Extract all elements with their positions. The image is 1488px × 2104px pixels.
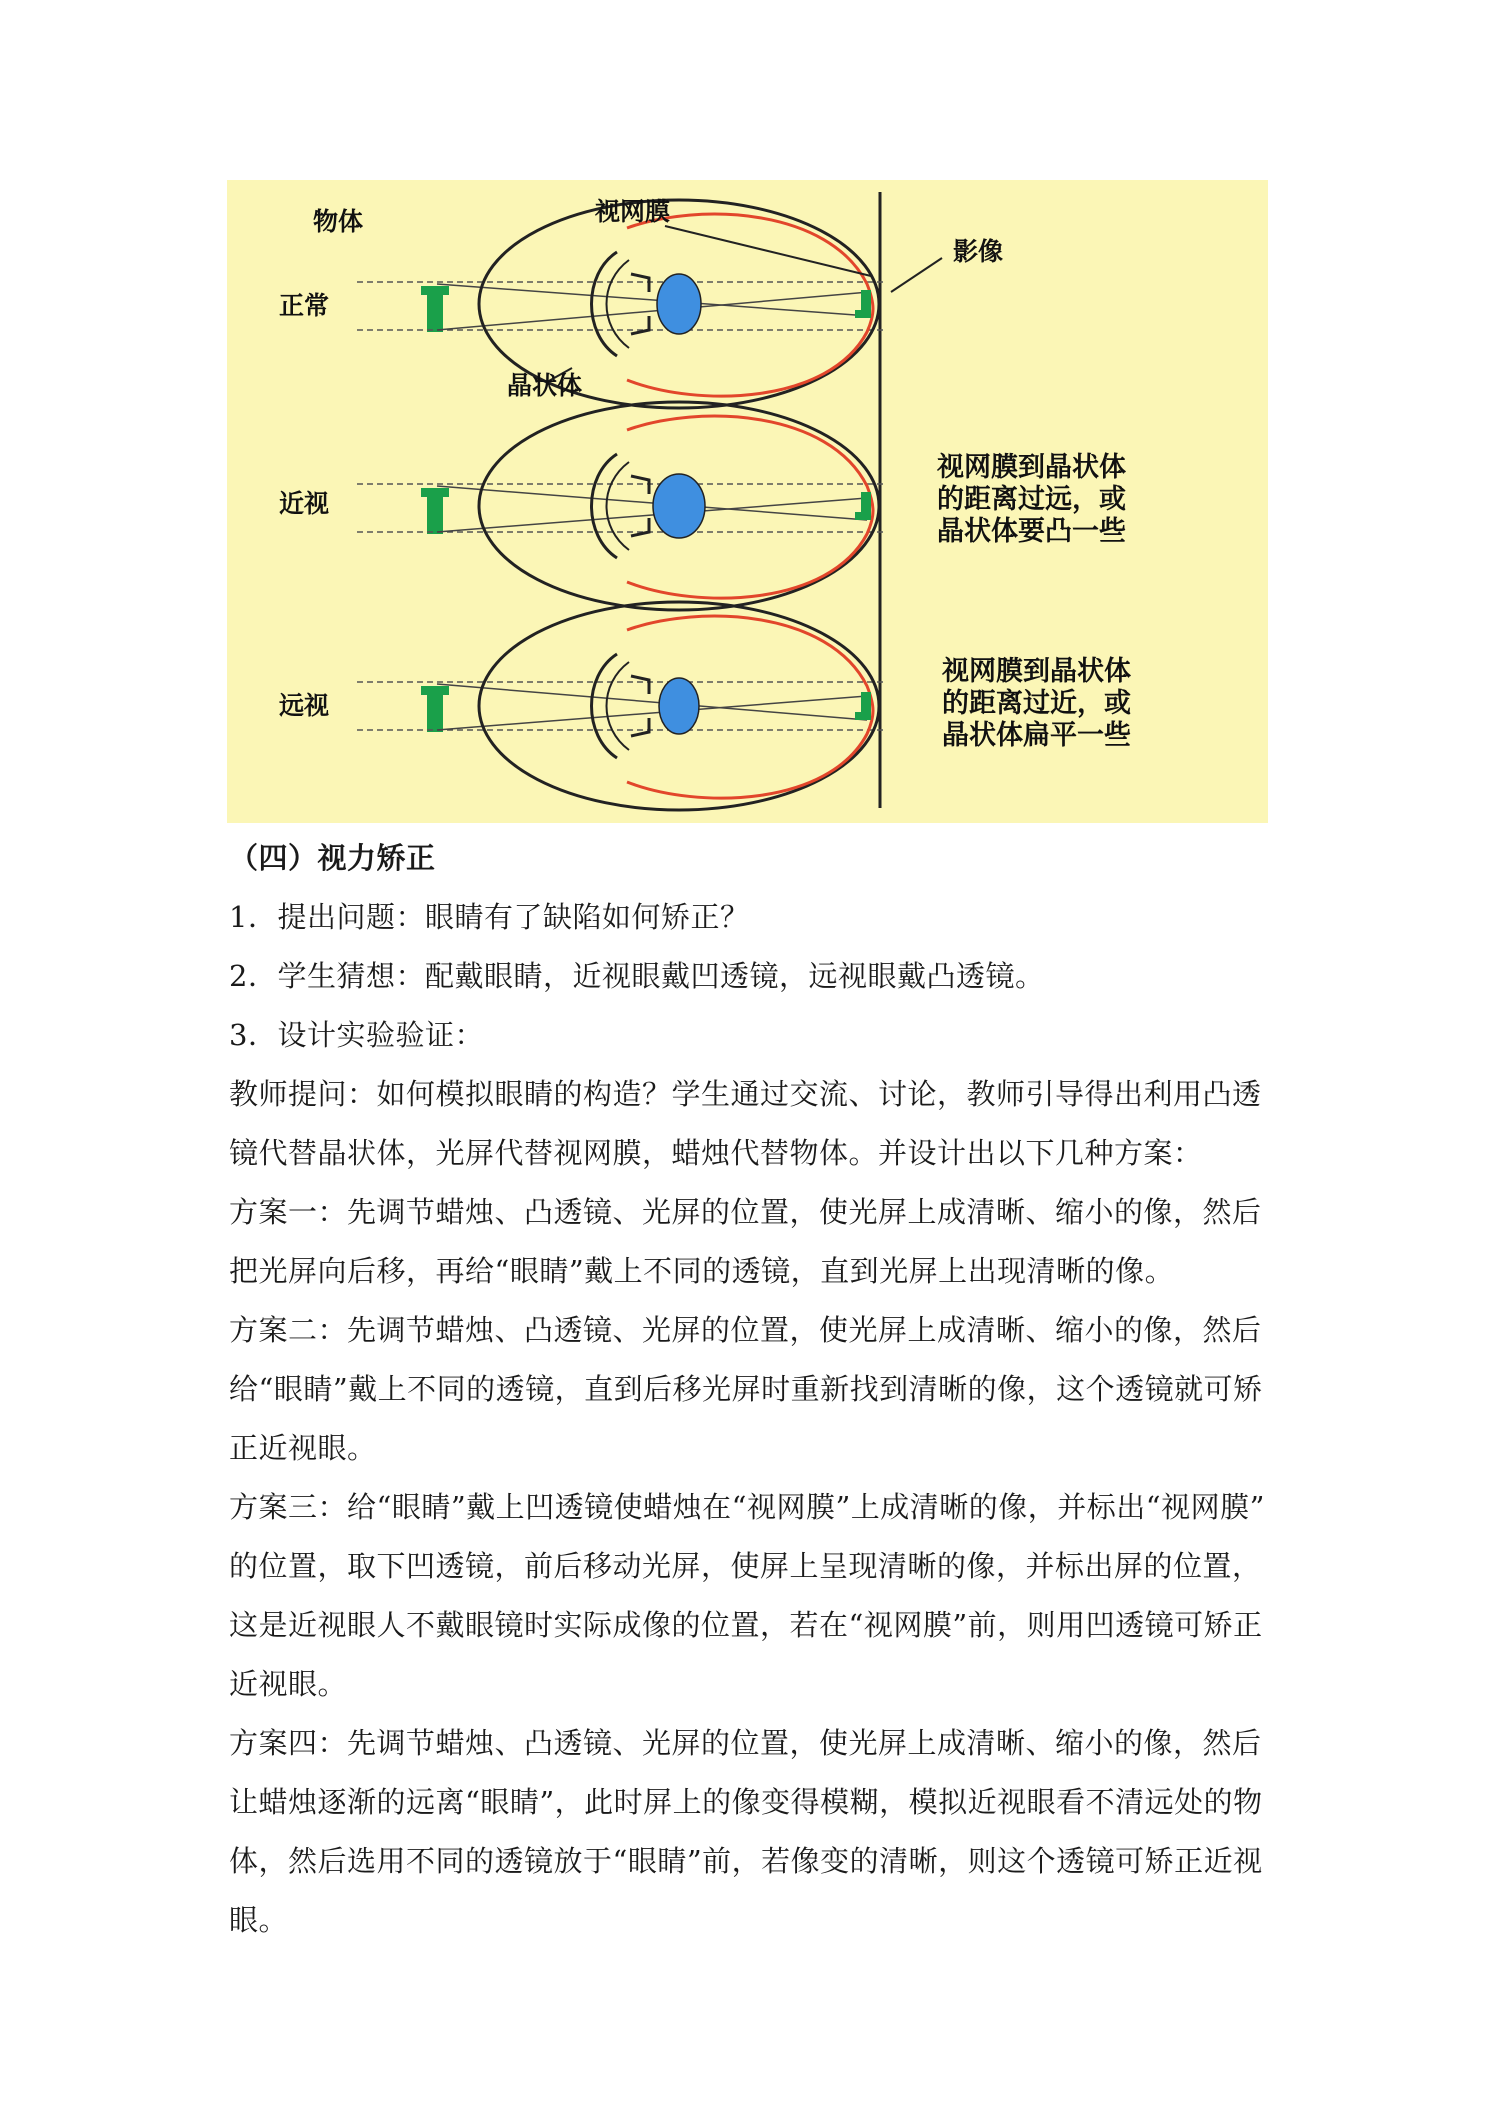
- lens-label: 晶状体: [507, 371, 583, 400]
- retina-label: 视网膜: [595, 197, 671, 226]
- plan-3-line-1: 方案三：给“眼睛”戴上凹透镜使蜡烛在“视网膜”上成清晰的像，并标出“视网膜”: [229, 1490, 1265, 1524]
- myopia-note-line-1: 视网膜到晶状体: [937, 452, 1126, 483]
- plan-4-line-3: 体，然后选用不同的透镜放于“眼睛”前，若像变的清晰，则这个透镜可矫正近视: [229, 1844, 1263, 1878]
- teacher-question-line-2: 镜代替晶状体，光屏代替视网膜，蜡烛代替物体。并设计出以下几种方案：: [229, 1136, 1203, 1170]
- plan-1-line-2: 把光屏向后移，再给“眼睛”戴上不同的透镜，直到光屏上出现清晰的像。: [229, 1254, 1175, 1288]
- item-1: 1．提出问题：眼睛有了缺陷如何矫正？: [229, 900, 750, 934]
- myopia-note-line-2: 的距离过远，或: [937, 484, 1126, 515]
- normal-label: 正常: [279, 291, 330, 320]
- item-3: 3．设计实验验证：: [229, 1018, 484, 1052]
- document-body: [229, 829, 1269, 1950]
- eye-diagram: [227, 180, 1268, 823]
- normal-eye-row: [357, 200, 887, 408]
- plan-2-line-3: 正近视眼。: [229, 1431, 377, 1465]
- plan-3-line-2: 的位置，取下凹透镜，前后移动光屏，使屏上呈现清晰的像，并标出屏的位置，: [229, 1549, 1262, 1583]
- plan-1-line-1: 方案一：先调节蜡烛、凸透镜、光屏的位置，使光屏上成清晰、缩小的像，然后: [229, 1195, 1262, 1229]
- item-2: 2．学生猜想：配戴眼睛，近视眼戴凹透镜，远视眼戴凸透镜。: [229, 959, 1045, 993]
- section-heading: （四）视力矫正: [229, 841, 436, 875]
- image-label: 影像: [953, 237, 1004, 266]
- myopia-note-line-3: 晶状体要凸一些: [937, 516, 1126, 547]
- hyperopia-eye-row: [357, 602, 887, 810]
- hyperopia-note-line-2: 的距离过近，或: [942, 688, 1131, 719]
- plan-2-line-1: 方案二：先调节蜡烛、凸透镜、光屏的位置，使光屏上成清晰、缩小的像，然后: [229, 1313, 1262, 1347]
- hyperopia-label: 远视: [279, 691, 330, 720]
- plan-4-line-4: 眼。: [229, 1903, 289, 1937]
- myopia-eye-row: [357, 402, 887, 610]
- object-label: 物体: [313, 207, 364, 236]
- plan-2-line-2: 给“眼睛”戴上不同的透镜，直到后移光屏时重新找到清晰的像，这个透镜就可矫: [229, 1372, 1263, 1406]
- myopia-label: 近视: [279, 489, 330, 518]
- hyperopia-note-line-1: 视网膜到晶状体: [942, 656, 1131, 687]
- plan-4-line-1: 方案四：先调节蜡烛、凸透镜、光屏的位置，使光屏上成清晰、缩小的像，然后: [229, 1726, 1262, 1760]
- plan-3-line-4: 近视眼。: [229, 1667, 348, 1701]
- teacher-question-line-1: 教师提问：如何模拟眼睛的构造？学生通过交流、讨论，教师引导得出利用凸透: [229, 1077, 1262, 1111]
- plan-4-line-2: 让蜡烛逐渐的远离“眼睛”，此时屏上的像变得模糊，模拟近视眼看不清远处的物: [229, 1785, 1263, 1819]
- hyperopia-note-line-3: 晶状体扁平一些: [942, 720, 1131, 751]
- plan-3-line-3: 这是近视眼人不戴眼镜时实际成像的位置，若在“视网膜”前，则用凹透镜可矫正: [229, 1608, 1263, 1642]
